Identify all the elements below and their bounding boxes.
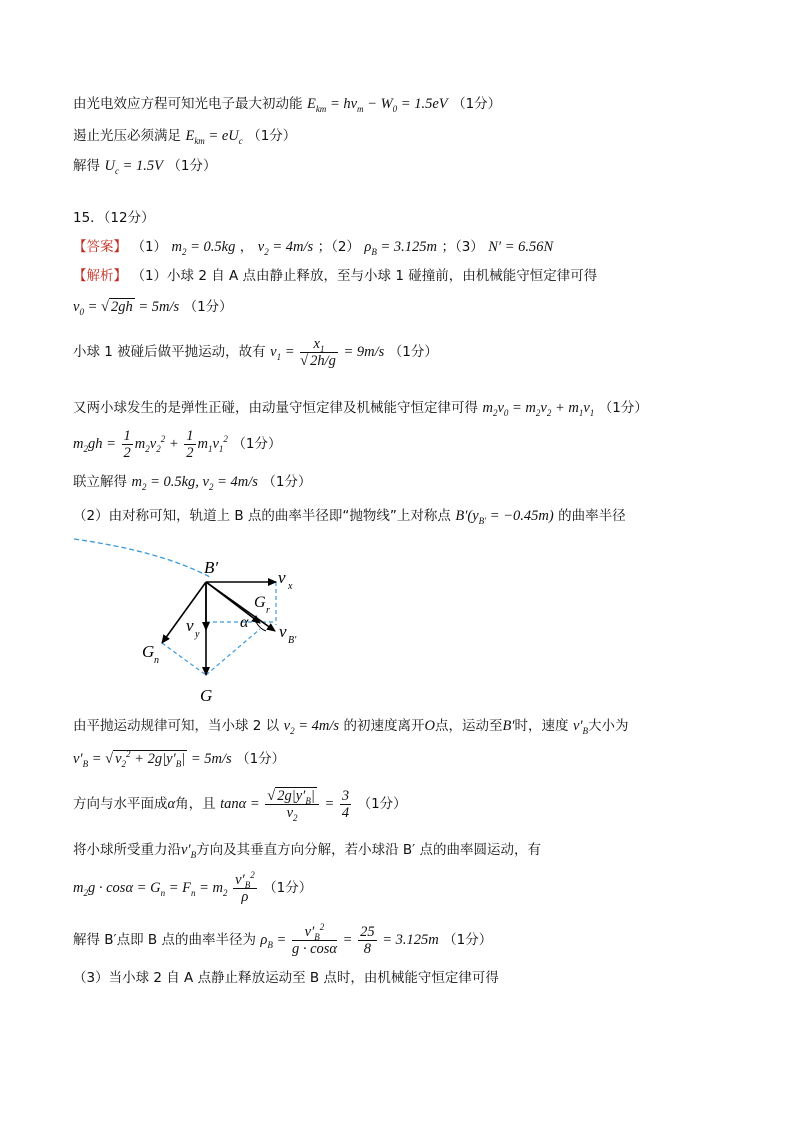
analysis-text: （1）小球 2 自 A 点由静止释放，至与小球 1 碰撞前，由机械能守恒定律可得 xyxy=(131,268,598,284)
answer-rho: $\rho_B = 3.125m$ xyxy=(364,239,438,257)
label-g: G xyxy=(200,686,213,705)
line-v1 xyxy=(73,335,438,369)
line-part2 xyxy=(73,506,626,526)
line-solve-uc xyxy=(73,156,217,176)
line-text: 解得 B′点即 B 点的曲率半径为 xyxy=(73,932,256,948)
line-decompose: 将小球所受重力沿$v'_B$方向及其垂直方向分解，若小球沿 B′ 点的曲率圆运动，有 xyxy=(73,842,542,860)
dashed-line xyxy=(206,629,260,675)
equation-solve: $m_2 = 0.5kg$, $v_2 = 4m/s$ xyxy=(131,474,258,492)
equation-centripetal: $m_2g \cdot \cos\alpha = G_n = F_n = m_2$ $\frac{v'_B^2}{\rho}$ xyxy=(73,870,255,906)
label-vx-sub: x xyxy=(288,581,293,592)
equation-v1: $v_1$ = $\frac{x_1}{√ 2h/g}$ = 9m/s xyxy=(270,336,385,370)
line-text: 解得 xyxy=(73,158,100,174)
equation-ekm-euc: $E_{km} = eU_c$ xyxy=(185,128,243,146)
line-text: （3）当小球 2 自 A 点静止释放运动至 B 点时，由机械能守恒定律可得 xyxy=(73,970,499,986)
parabola-curve xyxy=(74,539,210,577)
equation-ekm: $E_{km} = h\nu_m - W_0 = 1.5eV$ xyxy=(306,96,448,114)
score: （1分） xyxy=(388,344,438,360)
line-text: 又两小球发生的是弹性正碰，由动量守恒定律及机械能守恒定律可得 xyxy=(73,400,478,416)
score: （1分） xyxy=(247,128,297,144)
line-energy xyxy=(73,428,281,461)
label-gr: G xyxy=(254,594,266,611)
equation-vb: $v'_B$ = √ $v_2^2 + 2g|y'_B| = 5m/s$ xyxy=(73,749,232,769)
line-text: 将小球所受重力沿 xyxy=(73,842,181,858)
equation-bprime: $B'(y_{B'} = -0.45m)$ xyxy=(455,508,554,526)
analysis-tag: 【解析】 xyxy=(73,268,127,284)
score: （1分） xyxy=(232,436,282,452)
line-v0 xyxy=(73,297,233,317)
line-momentum xyxy=(73,398,648,418)
score: （1分） xyxy=(183,299,233,315)
line-tail: 的曲率半径 xyxy=(558,508,626,524)
equation-momentum: $m_2v_0 = m_2v_2 + m_1v_1$ xyxy=(482,400,595,418)
line-text: 遏止光压必须满足 xyxy=(73,128,181,144)
label-vb: v xyxy=(279,622,287,641)
label-gr-sub: r xyxy=(266,605,270,616)
equation-v2: $v_2 = 4m/s$ xyxy=(283,718,340,736)
label-alpha: α xyxy=(240,614,249,631)
answer-n: N′ = 6.56N xyxy=(488,239,554,255)
answer-line: 【答案】 （1） $m_2 = 0.5kg$ ， $v_2 = 4m/s$ ；（2） $\rho_B = 3.125m$ ；（3） N′ = 6.56N xyxy=(73,239,554,257)
analysis-line xyxy=(73,266,597,286)
symbol-vb: $v'_B$ xyxy=(572,718,589,736)
score: （1分） xyxy=(167,158,217,174)
answer-v2: $v_2 = 4m/s$ xyxy=(257,239,314,257)
velocity-force-diagram xyxy=(70,535,330,710)
line-text: 小球 1 被碰后做平抛运动，故有 xyxy=(73,344,266,360)
label-vy-sub: y xyxy=(195,629,200,640)
answer-m2: $m_2 = 0.5kg$ xyxy=(171,239,236,257)
line-centripetal xyxy=(73,870,312,906)
score: （1分） xyxy=(452,96,502,112)
score: （1分） xyxy=(236,751,286,767)
gr-arrow xyxy=(206,582,260,623)
line-solve xyxy=(73,472,311,492)
line-text: 联立解得 xyxy=(73,474,127,490)
symbol-vb: $v'_B$ xyxy=(181,842,197,860)
label-vx: v xyxy=(278,568,286,587)
label-vb-sub: B′ xyxy=(288,635,297,646)
line-text: （2）由对称可知，轨道上 B 点的曲率半径即“抛物线”上对称点 xyxy=(73,508,451,524)
line-part3 xyxy=(73,968,499,988)
score: （1分） xyxy=(443,932,493,948)
equation-rho: $\rho_B$ = $\frac{v'_B^2}{g \cdot \cos\alpha}$ = $\frac{25}{8}$ = 3.125m xyxy=(260,922,439,958)
dashed-line xyxy=(162,643,206,675)
score: （1分） xyxy=(263,880,313,896)
equation-v0: $v_0$ = √ 2gh = 5m/s xyxy=(73,299,180,317)
line-tan-alpha: 方向与水平面成α角，且 tanα = $\frac{√ 2g|y'_B|}{v_2}$ = $\frac{3}{4}$ （1分） xyxy=(73,788,407,824)
line-text: 由平抛运动规律可知，当小球 2 以 xyxy=(73,718,280,734)
label-vy: v xyxy=(186,616,194,635)
answer-part-1: （1） xyxy=(131,239,168,255)
line-radius xyxy=(73,922,492,958)
score: （1分） xyxy=(357,796,407,812)
line-text: 方向与水平面成 xyxy=(73,796,168,812)
line-photoelectric-energy xyxy=(73,94,501,114)
line-vb-value xyxy=(73,749,285,769)
label-gn-sub: n xyxy=(154,655,159,666)
line-stopping-voltage xyxy=(73,126,296,146)
equation-uc: $U_c = 1.5V$ xyxy=(104,158,163,176)
line-text: 由光电效应方程可知光电子最大初动能 xyxy=(73,96,303,112)
label-bprime: B′ xyxy=(204,558,219,577)
label-gn: G xyxy=(142,642,155,661)
line-projectile: 由平抛运动规律可知，当小球 2 以 $v_2 = 4m/s$ 的初速度离开O点，运动至B′时，速度 $v'_B$大小为 xyxy=(73,718,629,736)
equation-tan: tanα = $\frac{√ 2g|y'_B|}{v_2}$ = $\frac{3}{4}$ xyxy=(220,788,350,824)
question-number: 15．（12分） xyxy=(73,210,155,226)
score: （1分） xyxy=(598,400,648,416)
answer-tag: 【答案】 xyxy=(73,239,127,255)
equation-energy: $m_2gh$ = $\frac{1}{2}$ $m_2v_2^2$ + $\frac{1}{2}$ $m_1v_1^2$ xyxy=(73,428,228,462)
score: （1分） xyxy=(262,474,312,490)
